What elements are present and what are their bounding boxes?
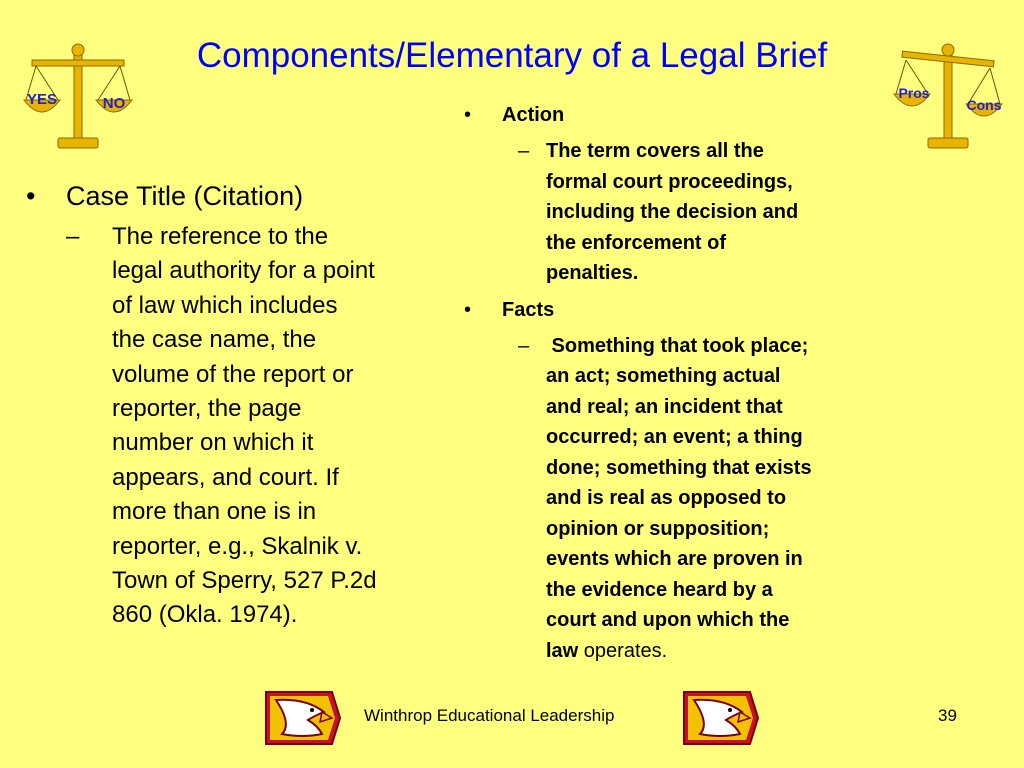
- text-line: of law which includes: [112, 291, 338, 319]
- list-item: [464, 295, 894, 325]
- sub-list-item: [518, 331, 894, 667]
- dash-icon: –: [518, 140, 530, 162]
- text-line: number on which it: [112, 429, 314, 457]
- dash-icon: –: [518, 334, 530, 357]
- bold-word: law: [546, 639, 579, 662]
- text-line: the evidence heard by a: [546, 578, 773, 601]
- sub-list-item: [518, 136, 894, 289]
- text-line: [546, 636, 888, 667]
- text-line: occurred; an event; a thing: [546, 426, 803, 448]
- eagle-logo-icon: [680, 688, 760, 748]
- text-line: reporter, e.g., Skalnik v.: [112, 532, 363, 560]
- bullet-heading: Action: [502, 104, 565, 126]
- text-line: done; something that exists: [546, 456, 812, 479]
- text-line: appears, and court. If: [112, 463, 339, 491]
- right-column: [464, 100, 894, 666]
- dash-icon: –: [66, 223, 80, 250]
- scale-cons-label: Cons: [966, 97, 1002, 113]
- text-line: formal court proceedings,: [546, 170, 793, 193]
- text-line: The term covers all the: [546, 140, 764, 162]
- text-line: the case name, the: [112, 326, 317, 354]
- text-line: reporter, the page: [112, 395, 302, 423]
- scales-of-justice-icon: [18, 38, 138, 156]
- text-line: The reference to the: [112, 223, 329, 250]
- text-line: more than one is in: [112, 498, 317, 526]
- bullet-heading: Facts: [502, 298, 555, 321]
- text-line: including the decision and: [546, 201, 799, 223]
- bullet-heading: Case Title (Citation): [66, 181, 304, 211]
- slide-title: Components/Elementary of a Legal Brief: [196, 36, 828, 75]
- text-line: an act; something actual: [546, 365, 781, 387]
- sub-item-text: [112, 220, 432, 633]
- text-line: volume of the report or: [112, 360, 354, 388]
- text-line: and is real as opposed to: [546, 487, 787, 509]
- scales-of-justice-icon: [888, 38, 1008, 156]
- text-line: legal authority for a point: [112, 257, 375, 285]
- bullet-icon: •: [464, 298, 472, 321]
- sub-list-item: [66, 220, 436, 633]
- text-line: court and upon which the: [546, 609, 790, 631]
- bullet-icon: •: [26, 181, 36, 211]
- sub-item-text: [546, 331, 888, 667]
- scale-pros-label: Pros: [898, 85, 930, 101]
- text-line: Town of Sperry, 527 P.2d: [112, 567, 377, 595]
- text-line: penalties.: [546, 262, 639, 284]
- text-line: Something that took place;: [546, 334, 809, 357]
- eagle-logo-icon: [262, 688, 342, 748]
- normal-text: operates.: [578, 639, 668, 662]
- text-line: the enforcement of: [546, 231, 727, 254]
- sub-item-text: [546, 136, 888, 289]
- list-item: [464, 100, 894, 130]
- text-line: and real; an incident that: [546, 395, 783, 418]
- text-line: events which are proven in: [546, 548, 803, 570]
- scale-no-label: NO: [102, 95, 126, 112]
- scale-yes-label: YES: [26, 91, 58, 108]
- footer-text: Winthrop Educational Leadership: [364, 706, 615, 725]
- page-number: 39: [938, 706, 957, 725]
- text-line: opinion or supposition;: [546, 517, 770, 540]
- list-item: [26, 178, 436, 214]
- left-column: [26, 178, 436, 633]
- text-line: 860 (Okla. 1974).: [112, 601, 298, 629]
- bullet-icon: •: [464, 104, 472, 126]
